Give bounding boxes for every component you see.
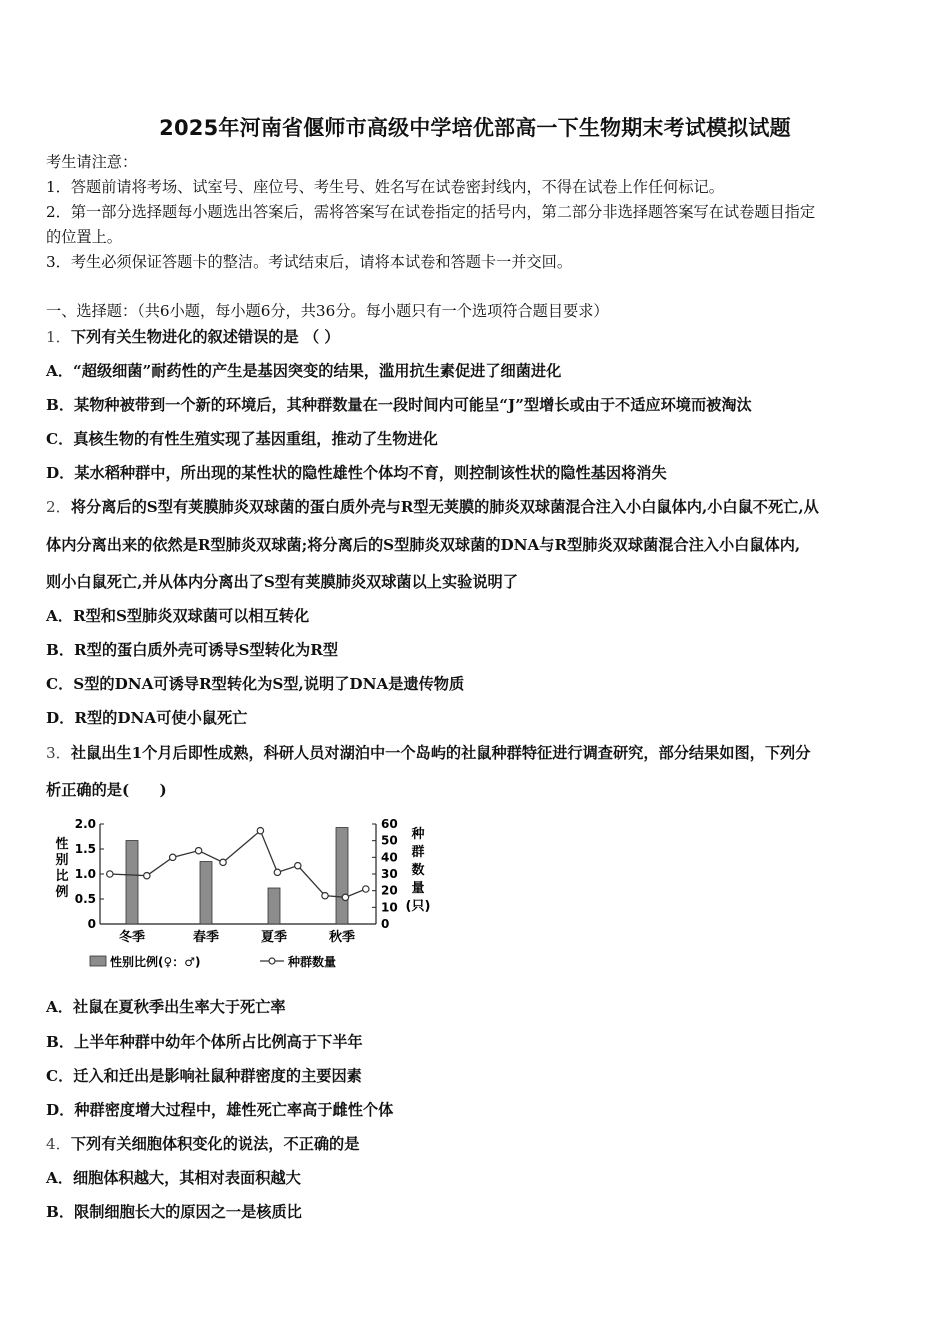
notice-item-2: 2．第一部分选择题每小题选出答案后，需将答案写在试卷指定的括号内，第二部分非选择题答案写在试卷题目指定 bbox=[46, 203, 816, 221]
population-point bbox=[322, 892, 328, 898]
legend-line-marker bbox=[269, 958, 275, 964]
right-tick-label: 50 bbox=[381, 833, 398, 848]
population-point bbox=[107, 871, 113, 877]
chart-axes bbox=[100, 824, 376, 924]
category-label: 夏季 bbox=[260, 930, 288, 945]
right-tick-label: 0 bbox=[381, 917, 390, 931]
legend-bar-label: 性别比例(♀：♂) bbox=[110, 955, 201, 969]
right-tick-label: 20 bbox=[381, 883, 398, 898]
population-point bbox=[144, 872, 150, 878]
question-1-stem: 1．下列有关生物进化的叙述错误的是 （ ） bbox=[46, 328, 340, 346]
right-tick-label: 30 bbox=[381, 867, 398, 881]
question-number: 4． bbox=[46, 1135, 71, 1153]
question-3-stem-1: 3．社鼠出生1个月后即性成熟，科研人员对湖泊中一个岛屿的社鼠种群特征进行调查研究，部分结果如图，下列分 bbox=[46, 744, 811, 762]
population-point bbox=[363, 886, 369, 892]
left-tick-label: 0.5 bbox=[74, 892, 96, 906]
question-4-stem: 4．下列有关细胞体积变化的说法，不正确的是 bbox=[46, 1135, 360, 1153]
left-tick-label: 1.0 bbox=[74, 867, 96, 881]
right-tick-label: 10 bbox=[381, 900, 398, 915]
left-tick-label: 0 bbox=[87, 917, 96, 931]
category-label: 秋季 bbox=[328, 930, 356, 945]
question-2-stem-1: 2．将分离后的S型有荚膜肺炎双球菌的蛋白质外壳与R型无荚膜的肺炎双球菌混合注入小白鼠体内,小白鼠不死亡,从 bbox=[46, 498, 819, 516]
right-axis-label-char: (只) bbox=[405, 899, 431, 914]
notice-item-3: 3．考生必须保证答题卡的整洁。考试结束后，请将本试卷和答题卡一并交回。 bbox=[46, 253, 573, 271]
section-heading: 一、选择题：（共6小题，每小题6分，共36分。每小题只有一个选项符合题目要求） bbox=[46, 302, 609, 320]
legend-line-label: 种群数量 bbox=[288, 955, 337, 969]
question-2-option-b: B．R型的蛋白质外壳可诱导S型转化为R型 bbox=[46, 641, 339, 659]
question-3-option-a: A．社鼠在夏秋季出生率大于死亡率 bbox=[46, 998, 286, 1016]
population-point bbox=[274, 869, 280, 875]
question-number: 2． bbox=[46, 498, 71, 516]
category-label: 冬季 bbox=[118, 930, 146, 945]
chart-line bbox=[107, 827, 369, 900]
question-2-option-a: A．R型和S型肺炎双球菌可以相互转化 bbox=[46, 607, 310, 625]
left-tick-label: 1.5 bbox=[74, 842, 96, 856]
question-3-option-b: B．上半年种群中幼年个体所占比例高于下半年 bbox=[46, 1033, 363, 1051]
sex-ratio-bar bbox=[336, 828, 348, 925]
chart-labels bbox=[54, 817, 430, 945]
left-axis-label-char: 例 bbox=[55, 885, 69, 900]
right-tick-label: 60 bbox=[381, 817, 398, 831]
question-3-option-d: D．种群密度增大过程中，雄性死亡率高于雌性个体 bbox=[46, 1101, 394, 1119]
left-axis-label-char: 别 bbox=[55, 853, 69, 868]
category-label: 春季 bbox=[192, 930, 220, 945]
population-point bbox=[170, 854, 176, 860]
left-tick-label: 2.0 bbox=[74, 817, 96, 831]
notice-item-1: 1．答题前请将考场、试室号、座位号、考生号、姓名写在试卷密封线内，不得在试卷上作任何标记。 bbox=[46, 178, 724, 196]
population-line bbox=[110, 831, 366, 898]
question-1-option-a: A．“超级细菌”耐药性的产生是基因突变的结果，滥用抗生素促进了细菌进化 bbox=[46, 362, 562, 380]
question-2-stem-3: 则小白鼠死亡,并从体内分离出了S型有荚膜肺炎双球菌以上实验说明了 bbox=[46, 573, 518, 591]
page-title: 2025年河南省偃师市高级中学培优部高一下生物期末考试模拟试题 bbox=[159, 116, 791, 140]
question-1-option-d: D．某水稻种群中，所出现的某性状的隐性雄性个体均不育，则控制该性状的隐性基因将消失 bbox=[46, 464, 667, 482]
population-chart bbox=[46, 810, 446, 980]
right-axis-label-char: 量 bbox=[411, 881, 425, 896]
right-axis-label-char: 种 bbox=[411, 827, 425, 842]
question-3-stem-2: 析正确的是( ) bbox=[46, 781, 167, 799]
question-4-option-b: B．限制细胞长大的原因之一是核质比 bbox=[46, 1203, 302, 1221]
population-point bbox=[257, 827, 263, 833]
right-tick-label: 40 bbox=[381, 850, 398, 865]
question-number: 1． bbox=[46, 328, 71, 346]
sex-ratio-bar bbox=[126, 841, 138, 925]
left-axis-label-char: 比 bbox=[55, 869, 69, 884]
right-axis-label-char: 群 bbox=[411, 845, 425, 860]
population-point bbox=[220, 859, 226, 865]
left-axis-label-char: 性 bbox=[55, 837, 69, 852]
sex-ratio-bar bbox=[200, 862, 212, 925]
question-1-option-b: B．某物种被带到一个新的环境后，其种群数量在一段时间内可能呈“J”型增长或由于不适应环境而被淘汰 bbox=[46, 396, 752, 414]
question-2-option-d: D．R型的DNA可使小鼠死亡 bbox=[46, 709, 248, 727]
question-2-option-c: C．S型的DNA可诱导R型转化为S型,说明了DNA是遗传物质 bbox=[46, 675, 465, 693]
right-axis-label-char: 数 bbox=[411, 863, 425, 878]
question-2-stem-2: 体内分离出来的依然是R型肺炎双球菌;将分离后的S型肺炎双球菌的DNA与R型肺炎双球菌混合注入小白鼠体内, bbox=[46, 536, 801, 554]
question-4-option-a: A．细胞体积越大，其相对表面积越大 bbox=[46, 1169, 301, 1187]
chart-bars bbox=[126, 828, 348, 925]
chart-legend bbox=[90, 954, 336, 969]
question-number: 3． bbox=[46, 744, 71, 762]
population-point bbox=[195, 847, 201, 853]
notice-heading: 考生请注意： bbox=[46, 153, 138, 171]
question-3-option-c: C．迁入和迁出是影响社鼠种群密度的主要因素 bbox=[46, 1067, 362, 1085]
legend-bar-swatch bbox=[90, 956, 106, 966]
notice-item-2-cont: 的位置上。 bbox=[46, 228, 122, 246]
question-1-option-c: C．真核生物的有性生殖实现了基因重组，推动了生物进化 bbox=[46, 430, 438, 448]
sex-ratio-bar bbox=[268, 888, 280, 924]
population-point bbox=[295, 862, 301, 868]
population-point bbox=[342, 894, 348, 900]
